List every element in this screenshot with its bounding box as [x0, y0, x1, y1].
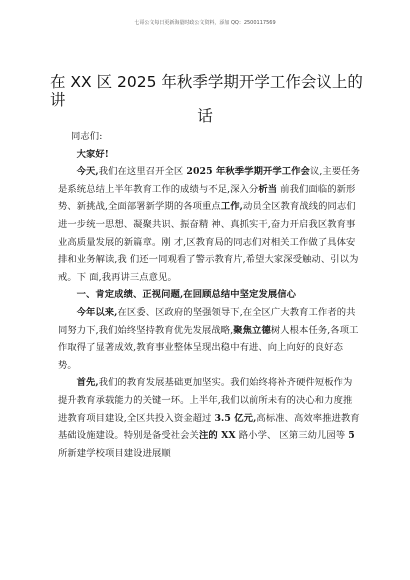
- greeting-text: 大家好!: [76, 148, 109, 160]
- intro-text-2: 议,主要任务是系统总结上半年教育工作的成绩与不足,深入分: [58, 166, 361, 195]
- section-heading-1: [58, 286, 360, 304]
- achievements-lead: 今年以来,: [76, 306, 118, 318]
- foundation-text-3: 路小学、 区第三幼儿园等: [235, 430, 349, 442]
- foundation-text-2: 高标准、高效率推进教育基础设施建设。特别是备受社会关: [58, 412, 360, 442]
- greeting: [58, 146, 360, 164]
- section-1-bold: 肯定成绩、正视问题: [95, 289, 180, 301]
- document-body: [58, 128, 360, 462]
- achievements-bold: 聚焦立德: [233, 324, 271, 336]
- salutation: 同志们:: [71, 131, 103, 142]
- paragraph-intro: [58, 163, 360, 286]
- section-1-number: 一、: [76, 289, 96, 301]
- foundation-bold-1: 注的 XX: [198, 430, 236, 442]
- intro-bold-2: 析当: [258, 183, 278, 195]
- section-1-text: ,在回顾总结中坚定发展信心: [179, 289, 297, 301]
- paragraph-foundation: [58, 374, 360, 462]
- achievements-text-2: 树人根本任务,各项工作取得了显著成效,教育事业整体呈现出稳中有进、向上向好的良好态势。: [58, 324, 359, 371]
- foundation-amount: 3.5 亿元,: [214, 412, 257, 424]
- intro-text-4: 动员全区教育战线的同志们进一步统一思想、凝聚共识、振奋精 神、真抓实干,奋力开启我区教育事业高质量发展的新篇章。刚 才,区教育局的同志们对相关工作做了具体安排和业务解读,我 们还一同观看了警示教育片,希望大家深受触动、引以为戒。下 面,我再讲三点意见。: [58, 201, 359, 283]
- intro-lead: 今天,: [76, 166, 99, 178]
- document-title-tail: 话: [197, 107, 213, 125]
- intro-bold-1: 2025 年秋季学期开学工作会: [186, 166, 310, 178]
- header-note: 七哥公文每日更新海量时政公文资料，添加 QQ：2500117569: [134, 20, 276, 26]
- document-title: 在 XX 区 2025 年秋季学期开学工作会议上的讲: [50, 73, 363, 109]
- foundation-text-4: 所新建学校项目建设进展顺: [58, 447, 171, 459]
- foundation-bold-2: 5: [348, 430, 355, 442]
- paragraph-achievements: [58, 304, 360, 374]
- intro-bold-3: 工作,: [220, 201, 243, 213]
- intro-text-1: 我们在这里召开全区: [98, 166, 187, 178]
- foundation-text-1: 我们的教育发展基础更加坚实。我们始终将补齐硬件短板作为提升教育承载能力的关键一环。上半年,我们以前所未有的决心和力度推进教育项目建设,全区共投入资金超过: [58, 377, 353, 424]
- intro-text-3: 前我们面临的新形势、新挑战,全面部署新学期的各项重点: [58, 183, 356, 213]
- foundation-lead: 首先,: [76, 377, 99, 389]
- achievements-text-1: 在区委、区政府的坚强领导下,在全区广大教育工作者的共同努力下,我们始终坚持教育优先发展战略,: [58, 306, 356, 336]
